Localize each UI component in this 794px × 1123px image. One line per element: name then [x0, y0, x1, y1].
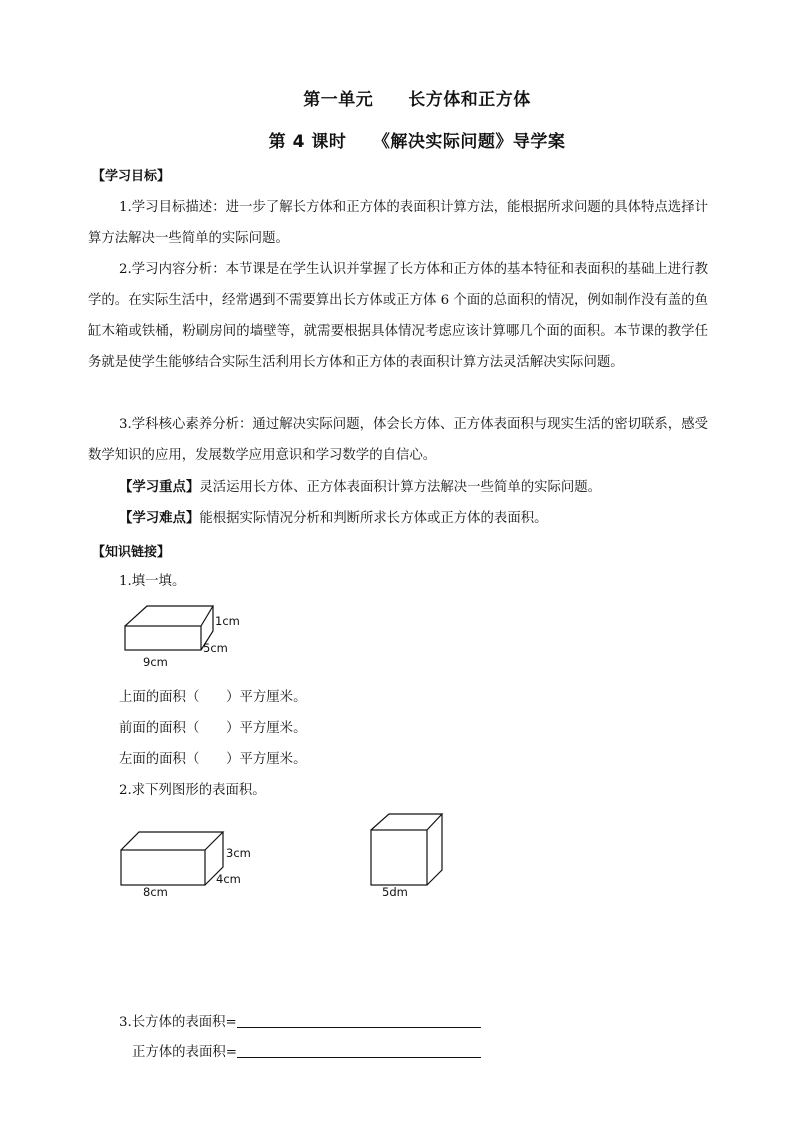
objective-2: [88, 254, 708, 378]
q2-cuboid-figure: [110, 822, 280, 902]
objectives-heading: 【学习目标】: [92, 169, 171, 184]
q3-cube-label: 正方体的表面积=: [132, 1045, 237, 1060]
objective-2-text: 2.学习内容分析：本节课是在学生认识并掌握了长方体和正方体的基本特征和表面积的基础上进行教学的。在实际生活中，经常遇到不需要算出长方体或正方体 6 个面的总面积的情况，例如制作没有盖的鱼缸木箱或铁桶，粉刷房间的墙壁等，就需要根据具体情况考虑应该计算哪几个面的面积。本节课的教学任务就是使学生能够结合实际生活利用长方体和正方体的表面积计算方法灵活解决实际问题。: [88, 262, 708, 370]
q2-length-label: 8cm: [143, 885, 168, 899]
difficulty-text: 能根据实际情况分析和判断所求长方体或正方体的表面积。: [199, 511, 548, 526]
unit-title: 第一单元 长方体和正方体: [303, 90, 531, 110]
difficulty: [88, 503, 708, 534]
q1-cuboid-figure: [115, 598, 255, 668]
objective-3: [88, 409, 708, 471]
q1-height-label: 1cm: [215, 614, 240, 628]
q3-cuboid-label: 3.长方体的表面积=: [119, 1015, 237, 1030]
links-heading: 【知识链接】: [92, 545, 171, 560]
q3-cube-answer-line[interactable]: [237, 1041, 481, 1058]
q1-length-label: 9cm: [143, 655, 168, 668]
q3-cuboid-row: [119, 1011, 481, 1030]
q2-cube-edge-label: 5dm: [382, 885, 408, 899]
q2-cube-shape: [371, 814, 442, 885]
objective-1-text: 1.学习目标描述：进一步了解长方体和正方体的表面积计算方法，能根据所求问题的具体特点选择计算方法解决一些简单的实际问题。: [88, 200, 708, 246]
q1-cuboid-shape: [125, 606, 213, 650]
q1-prompt: 1.填一填。: [119, 574, 186, 589]
q2-height-label: 3cm: [226, 846, 251, 860]
q1-width-label: 5cm: [203, 641, 228, 655]
objective-1: [88, 192, 708, 254]
key-point-text: 灵活运用长方体、正方体表面积计算方法解决一些简单的实际问题。: [199, 480, 602, 495]
key-point: [88, 472, 708, 503]
difficulty-label: 【学习难点】: [119, 511, 200, 526]
lesson-title: 第 4 课时 《解决实际问题》导学案: [268, 132, 566, 152]
q2-cuboid-shape: [121, 832, 223, 885]
q2-width-label: 4cm: [216, 872, 241, 886]
q2-prompt: 2.求下列图形的表面积。: [119, 783, 266, 798]
objective-3-text: 3.学科核心素养分析：通过解决实际问题，体会长方体、正方体表面积与现实生活的密切联系，感受数学知识的应用，发展数学应用意识和学习数学的自信心。: [88, 417, 708, 463]
q1-blank-top[interactable]: 上面的面积（ ）平方厘米。: [119, 690, 307, 705]
q1-blank-front[interactable]: 前面的面积（ ）平方厘米。: [119, 721, 307, 736]
q3-cuboid-answer-line[interactable]: [237, 1011, 481, 1028]
q3-cube-row: [132, 1041, 481, 1060]
key-point-label: 【学习重点】: [119, 480, 200, 495]
q2-cube-figure: [362, 810, 462, 900]
q1-blank-left[interactable]: 左面的面积（ ）平方厘米。: [119, 752, 307, 767]
